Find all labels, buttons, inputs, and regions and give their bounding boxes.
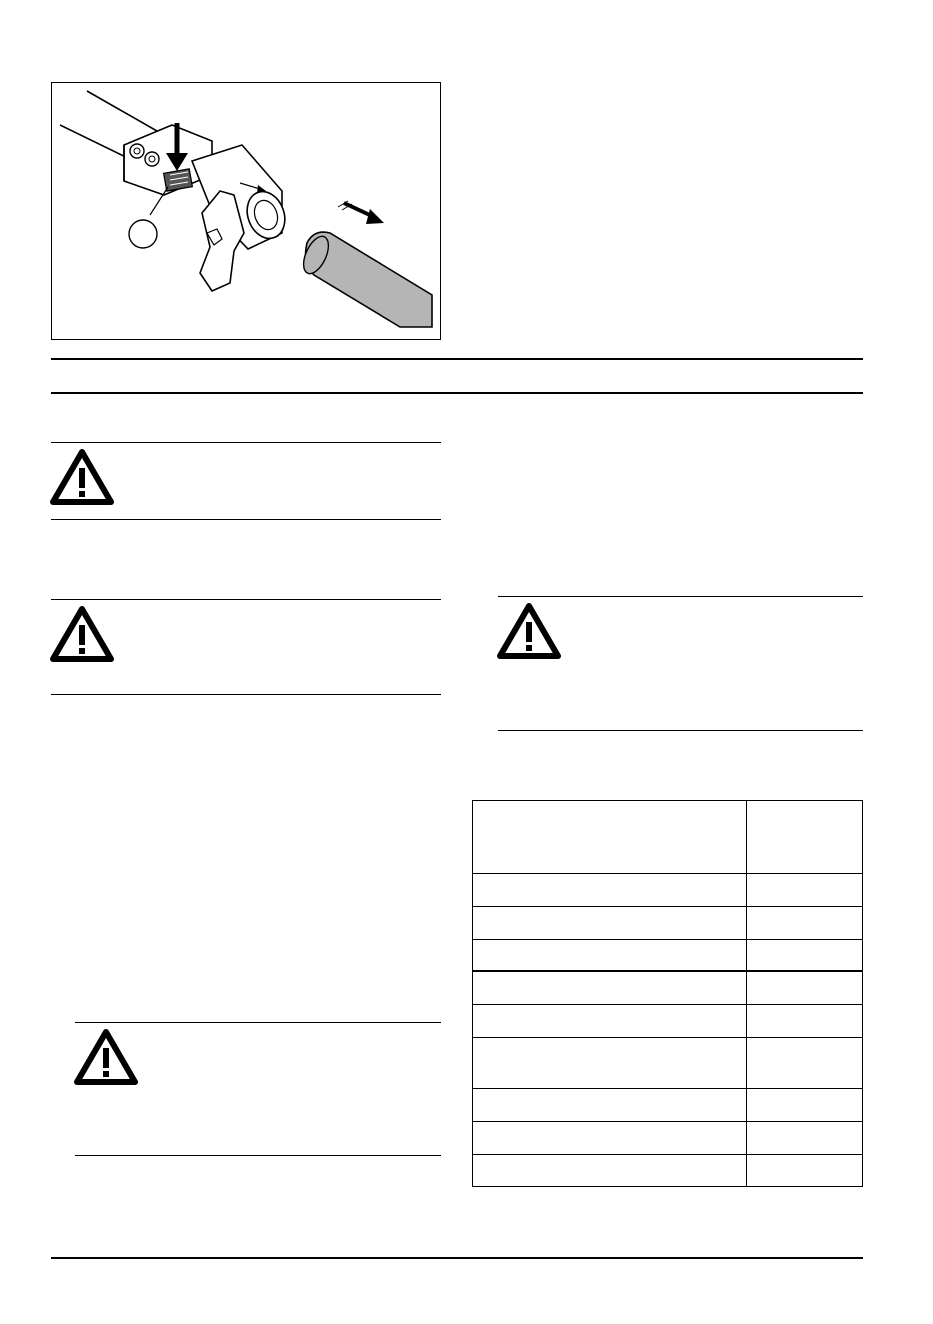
table-row — [473, 1121, 862, 1122]
specification-table — [472, 800, 863, 1187]
coupling-illustration — [51, 82, 441, 340]
table-row — [473, 906, 862, 907]
footer-rule — [51, 1257, 863, 1259]
warning-2-top-rule — [51, 599, 441, 600]
warning-3-bottom-rule — [498, 730, 863, 731]
warning-2-bottom-rule — [51, 694, 441, 695]
warning-3-top-rule — [498, 596, 863, 597]
callout-circle — [129, 220, 157, 248]
pull-out-arrow-icon — [338, 201, 384, 224]
section-rule-top — [51, 358, 863, 360]
warning-triangle-icon — [50, 448, 114, 506]
warning-1-bottom-rule — [51, 519, 441, 520]
section-rule-bottom — [51, 392, 863, 394]
shaft-coupling-drawing — [52, 83, 439, 338]
warning-triangle-icon — [50, 605, 114, 663]
warning-triangle-icon — [74, 1028, 138, 1086]
warning-4-top-rule — [75, 1022, 441, 1023]
table-row — [473, 873, 862, 874]
table-column-divider — [746, 801, 747, 1186]
table-row — [473, 1004, 862, 1005]
table-row — [473, 1037, 862, 1038]
table-row — [473, 1088, 862, 1089]
table-row — [473, 970, 862, 972]
warning-4-bottom-rule — [75, 1155, 441, 1156]
table-row — [473, 939, 862, 940]
warning-triangle-icon — [497, 602, 561, 660]
warning-1-top-rule — [51, 442, 441, 443]
table-row — [473, 1154, 862, 1155]
